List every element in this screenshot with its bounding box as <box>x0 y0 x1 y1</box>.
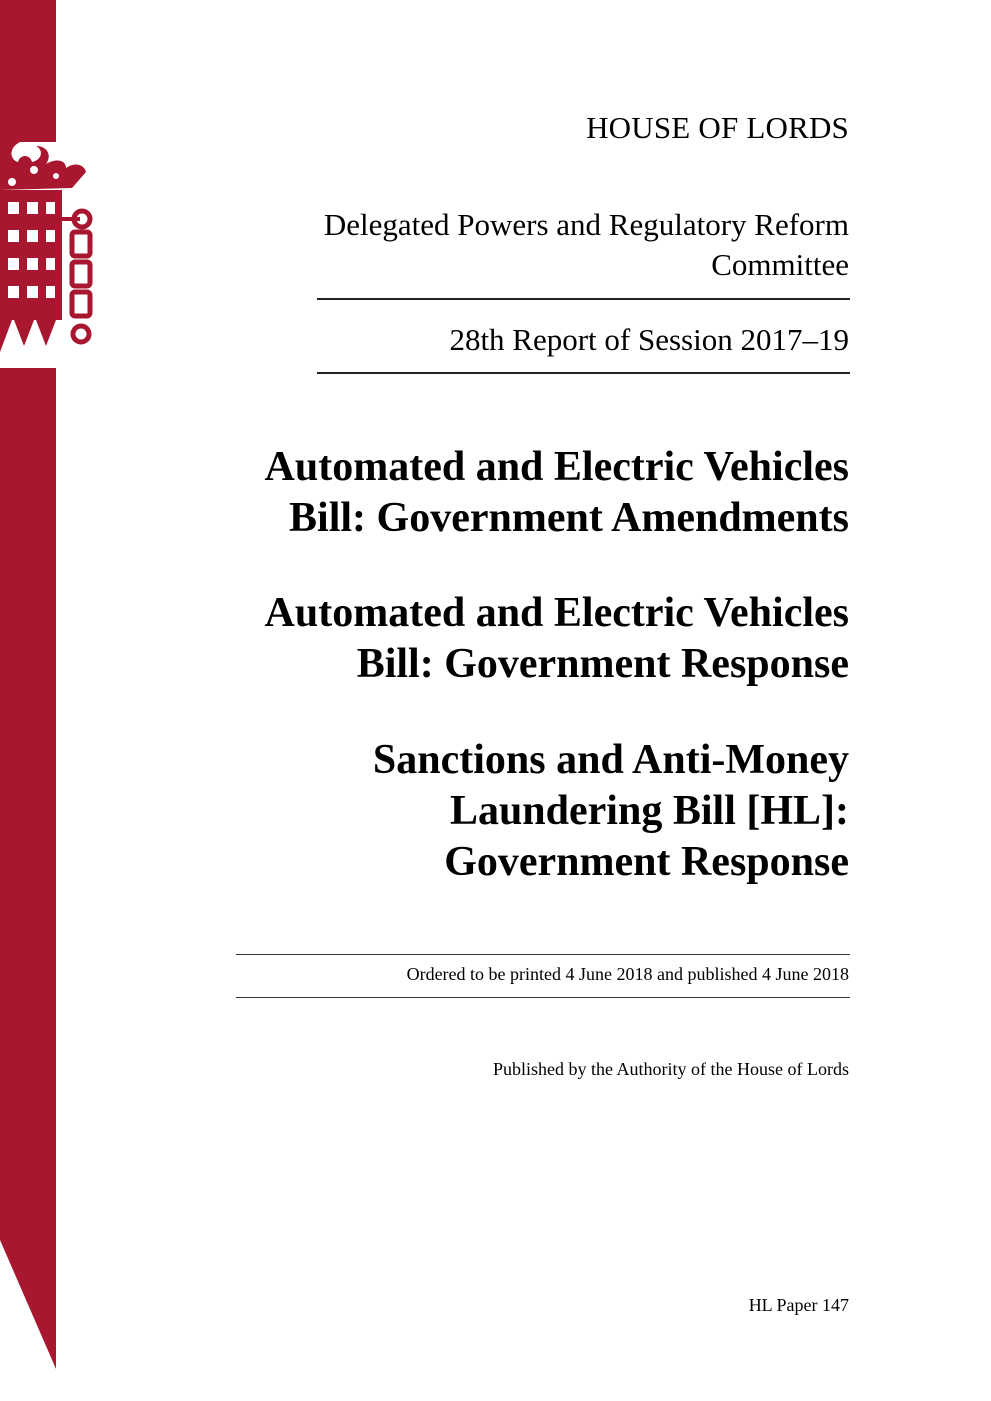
red-band-top <box>0 0 56 142</box>
committee-line-1: Delegated Powers and Regulatory Reform <box>323 207 849 242</box>
report-title-2 <box>129 588 849 690</box>
paper-number: HL Paper 147 <box>748 1295 849 1315</box>
portcullis-logo-icon <box>0 142 100 372</box>
divider <box>317 298 850 300</box>
title-line: Government Response <box>444 839 849 885</box>
session-label: 28th Report of Session 2017–19 <box>449 322 849 357</box>
title-line: Automated and Electric Vehicles <box>264 444 849 490</box>
house-heading: HOUSE OF LORDS <box>586 110 849 145</box>
committee-line-2: Committee <box>711 247 849 282</box>
title-line: Laundering Bill [HL]: <box>449 788 849 834</box>
divider <box>236 997 850 998</box>
title-line: Bill: Government Amendments <box>289 495 849 541</box>
divider <box>236 954 850 955</box>
red-band-bottom <box>0 368 56 1369</box>
title-line: Sanctions and Anti-Money <box>372 737 849 783</box>
divider <box>317 372 850 374</box>
committee-name <box>229 205 849 285</box>
publisher-statement: Published by the Authority of the House of Lords <box>493 1059 849 1079</box>
report-title-1 <box>129 442 849 544</box>
title-line: Bill: Government Response <box>356 641 849 687</box>
report-title-3 <box>129 735 849 888</box>
title-line: Automated and Electric Vehicles <box>264 590 849 636</box>
ordered-date: Ordered to be printed 4 June 2018 and published 4 June 2018 <box>406 964 849 984</box>
